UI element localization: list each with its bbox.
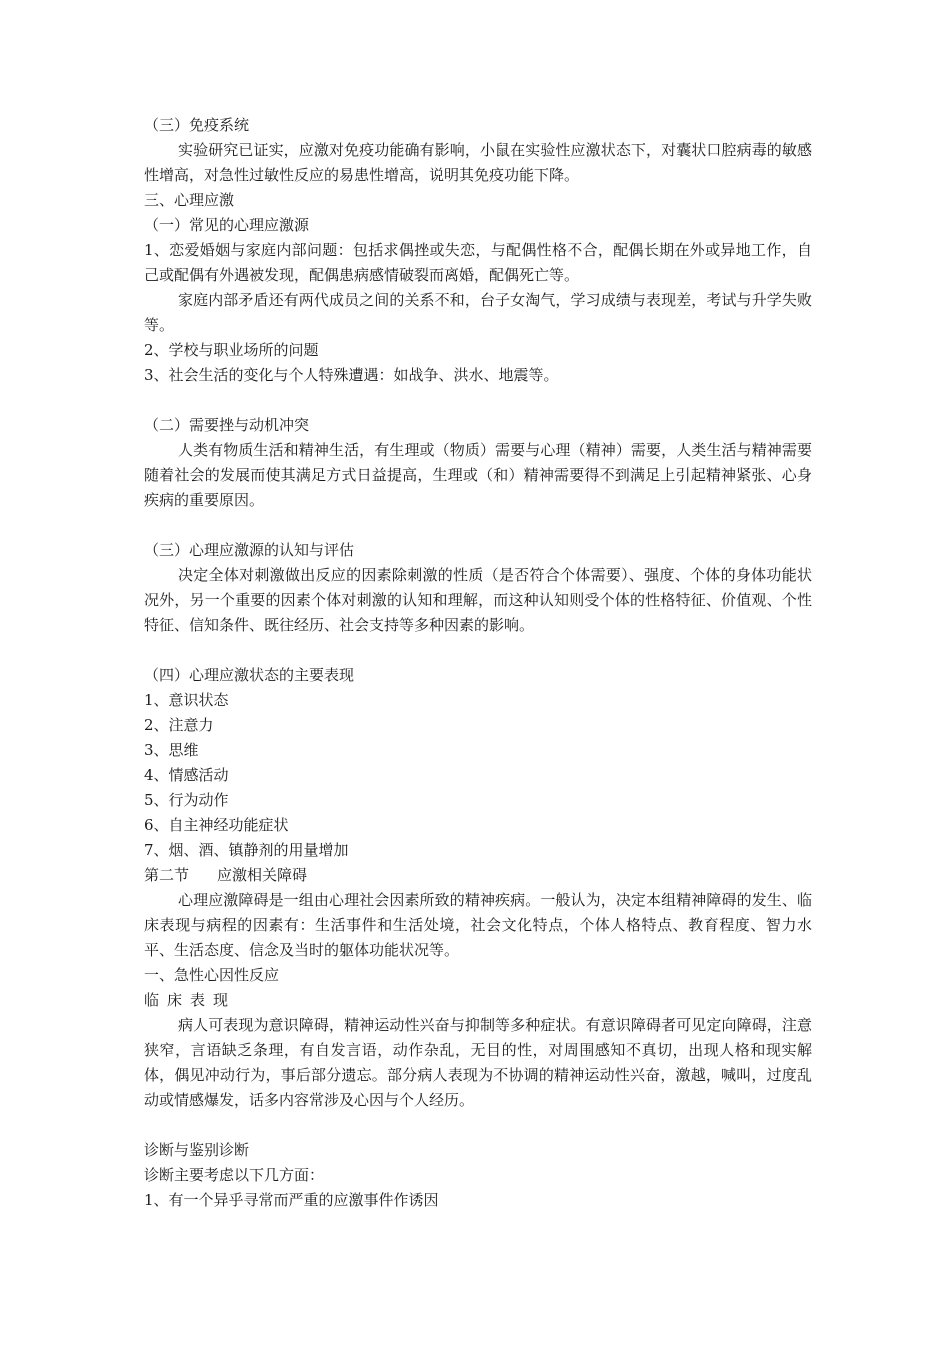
text-line: 6、自主神经功能症状 [144,816,289,834]
paragraph: 病人可表现为意识障碍，精神运动性兴奋与抑制等多种症状。有意识障碍者可见定向障碍，注意狭窄，言语缺乏条理，有自发言语，动作杂乱，无目的性，对周围感知不真切，出现人格和现实解体，偶见冲动行为，事后部分遗忘。部分病人表现为不协调的精神运动性兴奋，激越，喊叫，过度乱动或情感爆发，话多内容常涉及心因与个人经历。 [144,1016,812,1109]
text-line: 4、情感活动 [144,766,229,784]
paragraph: 1、恋爱婚姻与家庭内部问题：包括求偶挫或失恋，与配偶性格不合，配偶长期在外或异地工作，自己或配偶有外遇被发现，配偶患病感情破裂而离婚，配偶死亡等。 [144,241,812,284]
text-line: （四）心理应激状态的主要表现 [144,666,355,684]
text-line: 一、急性心因性反应 [144,966,280,984]
paragraph: 决定全体对刺激做出反应的因素除刺激的性质（是否符合个体需要）、强度、个体的身体功能状况外，另一个重要的因素个体对刺激的认知和理解，而这种认知则受个体的性格特征、价值观、个性特征、信知条件、既往经历、社会支持等多种因素的影响。 [144,566,812,634]
blank-line [144,638,812,663]
subheading: 临床表现 [144,991,237,1009]
text-line: （三）心理应激源的认知与评估 [144,541,355,559]
text-line: 2、注意力 [144,716,214,734]
text-line: 7、烟、酒、镇静剂的用量增加 [144,841,349,859]
text-line: 诊断主要考虑以下几方面： [144,1166,325,1184]
text-line: 1、意识状态 [144,691,229,709]
text-line: 三、心理应激 [144,191,235,209]
section-number: 第二节 [144,866,190,884]
text-line: 5、行为动作 [144,791,229,809]
text-line: 1、有一个异乎寻常而严重的应激事件作诱因 [144,1191,439,1209]
text-line: 3、社会生活的变化与个人特殊遭遇：如战争、洪水、地震等。 [144,366,559,384]
blank-line [144,388,812,413]
document-page [144,113,812,1213]
text-line: 诊断与鉴别诊断 [144,1141,250,1159]
text-line: （三）免疫系统 [144,116,250,134]
text-line: （一）常见的心理应激源 [144,216,310,234]
paragraph: 人类有物质生活和精神生活，有生理或（物质）需要与心理（精神）需要，人类生活与精神需要随着社会的发展而使其满足方式日益提高，生理或（和）精神需要得不到满足上引起精神紧张、心身疾病的重要原因。 [144,441,812,509]
text-line: （二）需要挫与动机冲突 [144,416,310,434]
paragraph: 心理应激障碍是一组由心理社会因素所致的精神疾病。一般认为，决定本组精神障碍的发生、临床表现与病程的因素有：生活事件和生活处境，社会文化特点，个体人格特点、教育程度、智力水平、生活态度、信念及当时的躯体功能状况等。 [144,891,812,959]
section-heading [144,863,812,888]
section-title: 应激相关障碍 [217,866,308,884]
blank-line [144,513,812,538]
blank-line [144,1113,812,1138]
text-line: 3、思维 [144,741,199,759]
text-line: 2、学校与职业场所的问题 [144,341,319,359]
paragraph: 家庭内部矛盾还有两代成员之间的关系不和，台子女淘气，学习成绩与表现差，考试与升学失败等。 [144,291,812,334]
paragraph: 实验研究已证实，应激对免疫功能确有影响，小鼠在实验性应激状态下，对囊状口腔病毒的敏感性增高，对急性过敏性反应的易患性增高，说明其免疫功能下降。 [144,141,812,184]
